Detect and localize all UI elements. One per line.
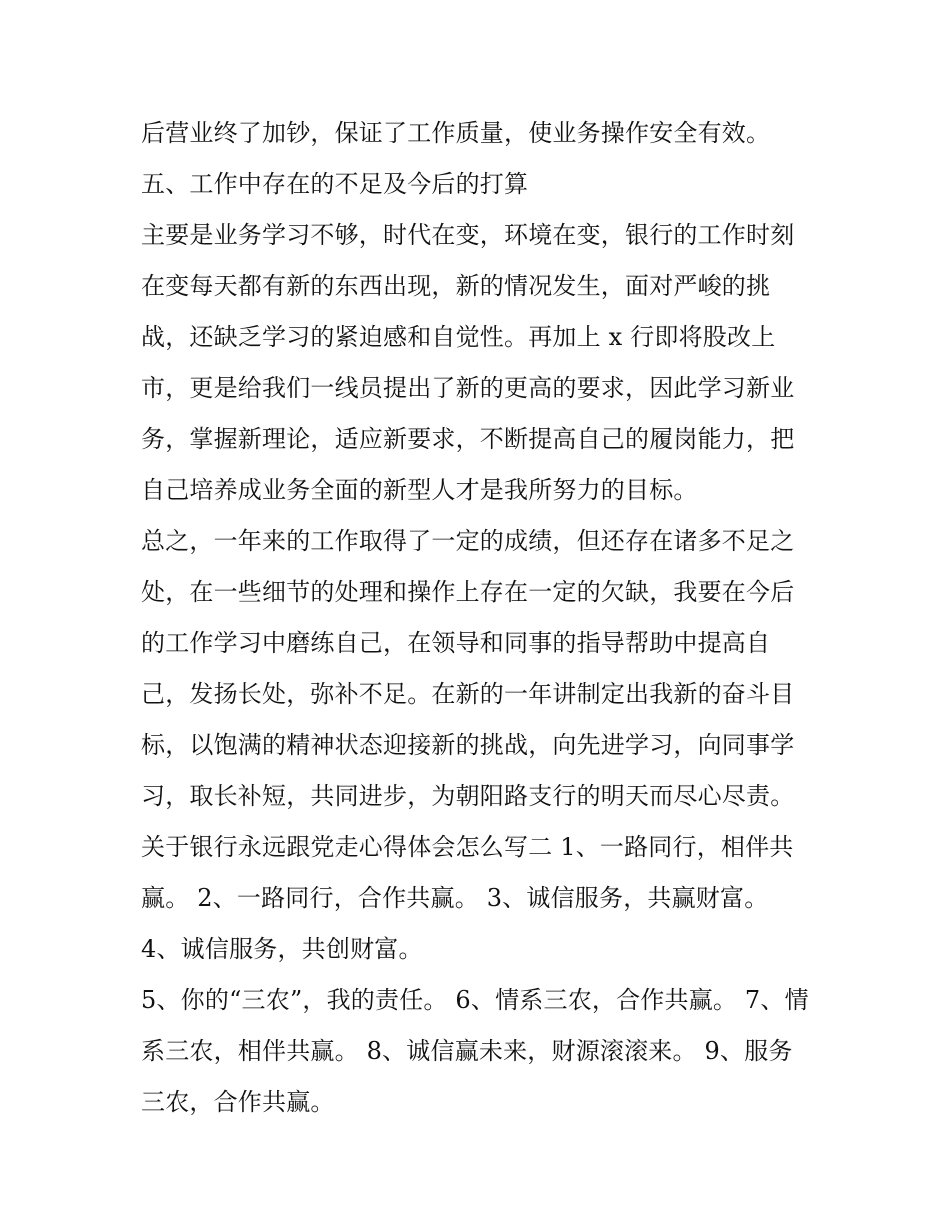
text-line: 战，还缺乏学习的紧迫感和自觉性。再加上 x 行即将股改上 [141,323,776,351]
text-line: 系三农，相伴共赢。 8、诚信赢未来，财源滚滚来。 9、服务 [141,1037,793,1065]
text-line: 关于银行永远跟党走心得体会怎么写二 1、一路同行，相伴共 [141,833,794,861]
text-line: 务，掌握新理论，适应新要求，不断提高自己的履岗能力，把 [141,425,795,453]
text-line: 后营业终了加钞，保证了工作质量，使业务操作安全有效。 [141,119,771,147]
text-line: 的工作学习中磨练自己，在领导和同事的指导帮助中提高自 [141,629,771,657]
text-line: 己，发扬长处，弥补不足。在新的一年讲制定出我新的奋斗目 [141,680,795,708]
text-line: 三农，合作共赢。 [141,1088,335,1116]
text-line: 标，以饱满的精神状态迎接新的挑战，向先进学习，向同事学 [141,731,795,759]
text-line: 4、诚信服务，共创财富。 [141,935,423,963]
text-line: 5、你的“三农”，我的责任。 6、情系三农，合作共赢。 7、情 [141,986,809,1014]
text-line: 自己培养成业务全面的新型人才是我所努力的目标。 [141,476,698,504]
text-line: 在变每天都有新的东西出现，新的情况发生，面对严峻的挑 [141,272,771,300]
text-line: 市，更是给我们一线员提出了新的更高的要求，因此学习新业 [141,374,795,402]
text-line: 习，取长补短，共同进步，为朝阳路支行的明天而尽心尽责。 [141,782,795,810]
text-line: 总之，一年来的工作取得了一定的成绩，但还存在诸多不足之 [141,527,795,555]
text-line: 主要是业务学习不够，时代在变，环境在变，银行的工作时刻 [141,221,795,249]
text-line: 处，在一些细节的处理和操作上存在一定的欠缺，我要在今后 [141,578,795,606]
document-body [141,108,817,1128]
text-line: 赢。 2、一路同行，合作共赢。 3、诚信服务，共赢财富。 [141,884,769,912]
section-heading: 五、工作中存在的不足及今后的打算 [141,170,529,198]
